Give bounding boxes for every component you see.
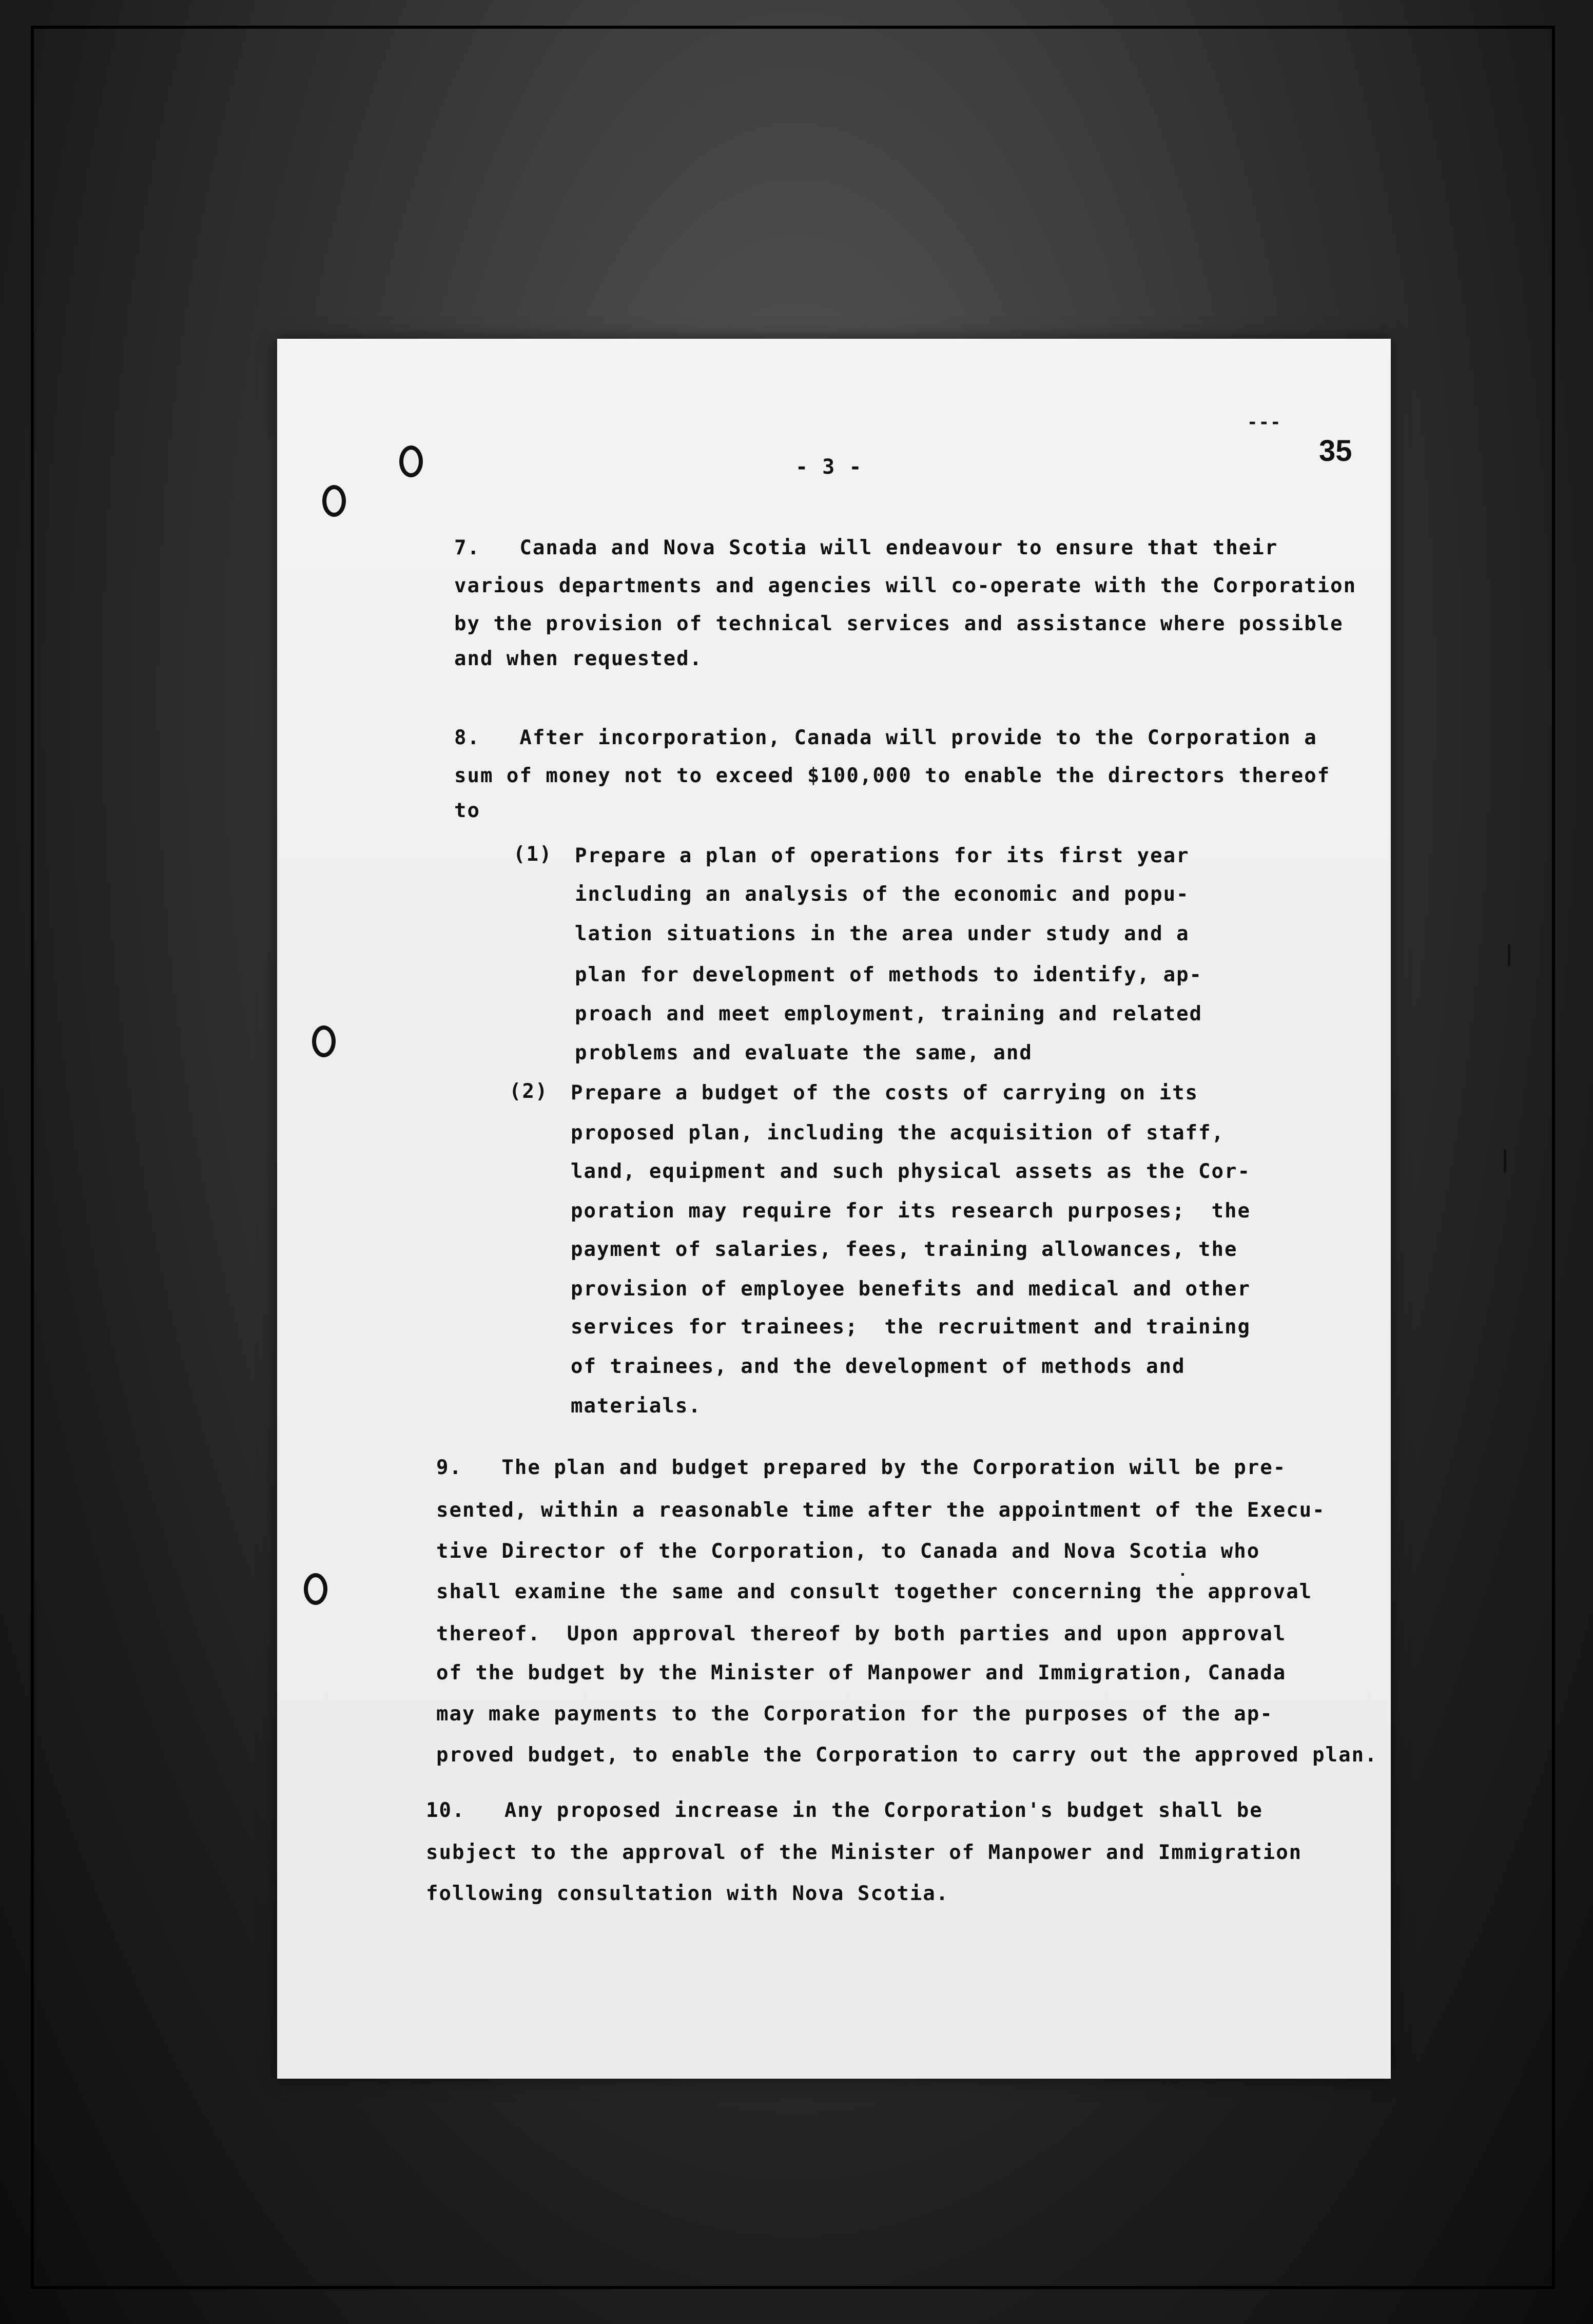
p7-line-1: 7. Canada and Nova Scotia will endeavour to ensure that their <box>454 536 1278 559</box>
top-dashes: --- <box>1247 412 1282 433</box>
p9-line: 9. The plan and budget prepared by the Corporation will be pre- <box>436 1456 1287 1479</box>
item-1-line: lation situations in the area under study and a <box>575 922 1190 945</box>
item-1-line: including an analysis of the economic and popu- <box>575 883 1190 906</box>
item-2-line: provision of employee benefits and medical and other <box>571 1277 1251 1301</box>
item-2-line: Prepare a budget of the costs of carrying on its <box>571 1081 1199 1105</box>
p8-line-1: 8. After incorporation, Canada will provide to the Corporation a <box>454 726 1317 749</box>
p8-line-2: sum of money not to exceed $100,000 to enable the directors thereof <box>454 764 1331 787</box>
p9-line: thereof. Upon approval thereof by both parties and upon approval <box>436 1622 1287 1645</box>
punch-hole-top-small <box>399 446 423 477</box>
item-2-line: services for trainees; the recruitment and training <box>571 1315 1251 1339</box>
item-1-line: plan for development of methods to identify, ap- <box>575 963 1203 986</box>
folio-number: 35 <box>1319 434 1352 468</box>
p9-line: of the budget by the Minister of Manpower and Immigration, Canada <box>436 1661 1287 1684</box>
item-2-line: of trainees, and the development of methods and <box>571 1355 1186 1378</box>
item-2-line: payment of salaries, fees, training allowances, the <box>571 1238 1238 1261</box>
p9-line: proved budget, to enable the Corporation to carry out the approved plan. <box>436 1744 1378 1767</box>
stray-dot <box>1181 1573 1184 1576</box>
page-marker: - 3 - <box>795 455 863 479</box>
margin-mark <box>1504 1150 1506 1173</box>
p7-line-2: various departments and agencies will co-operate with the Corporation <box>454 574 1357 597</box>
p7-line-4: and when requested. <box>454 647 703 670</box>
item-1-line: Prepare a plan of operations for its first year <box>575 844 1190 867</box>
margin-mark <box>1508 944 1510 966</box>
p10-line: following consultation with Nova Scotia. <box>426 1882 949 1905</box>
item-2-line: land, equipment and such physical assets as the Cor- <box>571 1160 1251 1183</box>
p9-line: sented, within a reasonable time after the appointment of the Execu- <box>436 1499 1326 1522</box>
p10-line: 10. Any proposed increase in the Corporation's budget shall be <box>426 1799 1263 1822</box>
p7-line-3: by the provision of technical services and assistance where possible <box>454 612 1344 635</box>
p10-line: subject to the approval of the Minister of Manpower and Immigration <box>426 1841 1303 1864</box>
item-2-number: (2) <box>509 1080 549 1103</box>
p9-line: shall examine the same and consult together concerning the approval <box>436 1580 1313 1603</box>
punch-hole-lower <box>304 1573 327 1605</box>
document-page <box>277 339 1391 2079</box>
item-2-line: proposed plan, including the acquisition of staff, <box>571 1121 1225 1145</box>
punch-hole-top <box>322 485 346 517</box>
item-2-line: poration may require for its research purposes; the <box>571 1199 1251 1223</box>
item-1-line: problems and evaluate the same, and <box>575 1041 1033 1064</box>
p8-line-3: to <box>454 799 480 822</box>
p9-line: may make payments to the Corporation for the purposes of the ap- <box>436 1702 1273 1726</box>
item-1-number: (1) <box>513 843 553 866</box>
punch-hole-middle <box>312 1025 336 1057</box>
item-1-line: proach and meet employment, training and related <box>575 1002 1203 1025</box>
p9-line: tive Director of the Corporation, to Canada and Nova Scotia who <box>436 1540 1260 1563</box>
item-2-line: materials. <box>571 1395 702 1418</box>
